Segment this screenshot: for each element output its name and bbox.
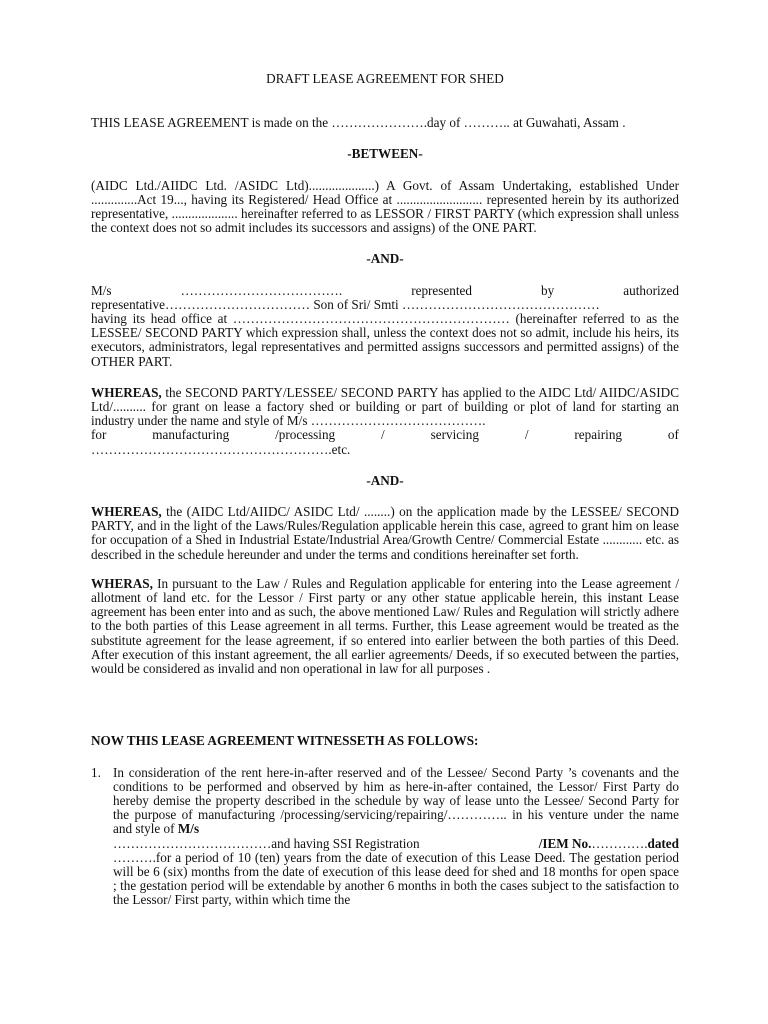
second-party-block	[91, 284, 679, 369]
whereas-2-label: WHEREAS,	[91, 504, 162, 520]
between-heading: -BETWEEN-	[347, 146, 423, 162]
document-title: DRAFT LEASE AGREEMENT FOR SHED	[266, 71, 504, 86]
whereas-1-last-line: ……………………………………………….etc.	[91, 441, 351, 457]
clause-1-body: In consideration of the rent here-in-after reserved and of the Lessee/ Second Party ’s covenants and the conditions to be performed and observed by him as here-in-after contained, the Lessor/ First Party do hereby demise the property described in the schedule by way of lease unto the Lessee/ Second Party for the purpose of manufacturing /processing/servicing/repairing/………….. in his venture under the name and style of M/s ………………………………and having SSI Registration /IEM No.………….dated ……….for a period of 10 (ten) years from the date of execution of this Lease Deed. The gestation period will be 6 (six) months from the date of execution of this lease deed for shed and 18 months for open space ; the gestation period will be extendable by another 6 months in both the cases subject to the satisfaction to the Lessor/ First party, within which time the	[113, 764, 679, 908]
whereas-1-label: WHEREAS,	[91, 384, 162, 400]
whereas-3-label: WHERAS,	[91, 575, 153, 591]
clause-1-number: 1.	[91, 764, 101, 780]
whereas-3-paragraph: WHERAS, In pursuant to the Law / Rules and Regulation applicable for entering into the Lease agreement / allotment of land etc. for the Lessor / First party or any other statue applicable herein, this instant Lease agreement has been enter into and as such, the above mentioned Law/ Rules and Regulation will strictly adhere to the both parties of this Lease agreement in all terms. Further, this Lease agreement would be treated as the substitute agreement for the lease agreement, if so entered into earlier between the both parties of this Deed. After execution of this instant agreement, the all earlier agreements/ Deeds, if so executed between the parties, would be considered as invalid and non operational in law for all purposes .	[91, 575, 679, 677]
second-party-line-1: M/s ………………………………. represented by authorized	[91, 282, 679, 298]
whereas-1-purpose-line: for manufacturing /processing / servicing / repairing of	[91, 427, 679, 443]
whereas-1-paragraph: WHEREAS, the SECOND PARTY/LESSEE/ SECOND PARTY has applied to the AIDC Ltd/ AIIDC/ASIDC Ltd/.......... for grant on lease a factory shed or building or part of building or plot of land for starting an industry under the name and style of M/s ………………………………….	[91, 384, 679, 429]
intro-paragraph: THIS LEASE AGREEMENT is made on the ………………….day of ……….. at Guwahati, Assam .	[91, 115, 626, 131]
and-heading-1: -AND-	[366, 251, 404, 267]
whereas-1-block	[91, 386, 679, 457]
first-party-paragraph: (AIDC Ltd./AIIDC Ltd. /ASIDC Ltd)....................) A Govt. of Assam Undertaking, established Under ..............Act 19..., having its Registered/ Head Office at .......................... represented herein by its authorized representative, .................... hereinafter referred to as LESSOR / FIRST PARTY (which expression shall unless the context does not so admit includes its successors and assigns) of the ONE PART.	[91, 177, 679, 236]
and-heading-2: -AND-	[366, 472, 404, 488]
second-party-line-2: representative…………………………… Son of Sri/ Smti ………………………………………	[91, 296, 600, 312]
witnesseth-heading: NOW THIS LEASE AGREEMENT WITNESSETH AS FOLLOWS:	[91, 733, 479, 749]
second-party-rest: having its head office at ……………………………………………………… (hereinafter referred to as the LESSEE/ SECOND PARTY which expression shall, unless the context does not so admit, include his heirs, its executors, administrators, legal representatives and permitted assigns successors and permitted assigns) of the OTHER PART.	[91, 311, 679, 369]
whereas-2-paragraph: WHEREAS, the (AIDC Ltd/AIIDC/ ASIDC Ltd/ ........) on the application made by the LESSEE/ SECOND PARTY, and in the light of the Laws/Rules/Regulation applicable herein this case, agreed to grant him on lease for occupation of a Shed in Industrial Estate/Industrial Area/Growth Centre/ Commercial Estate ............ etc. as described in the schedule hereunder and under the terms and conditions hereinafter set forth.	[91, 504, 679, 562]
clause-1-registration-line: ………………………………and having SSI Registration /IEM No.………….dated	[113, 835, 679, 851]
clause-1	[91, 766, 679, 908]
